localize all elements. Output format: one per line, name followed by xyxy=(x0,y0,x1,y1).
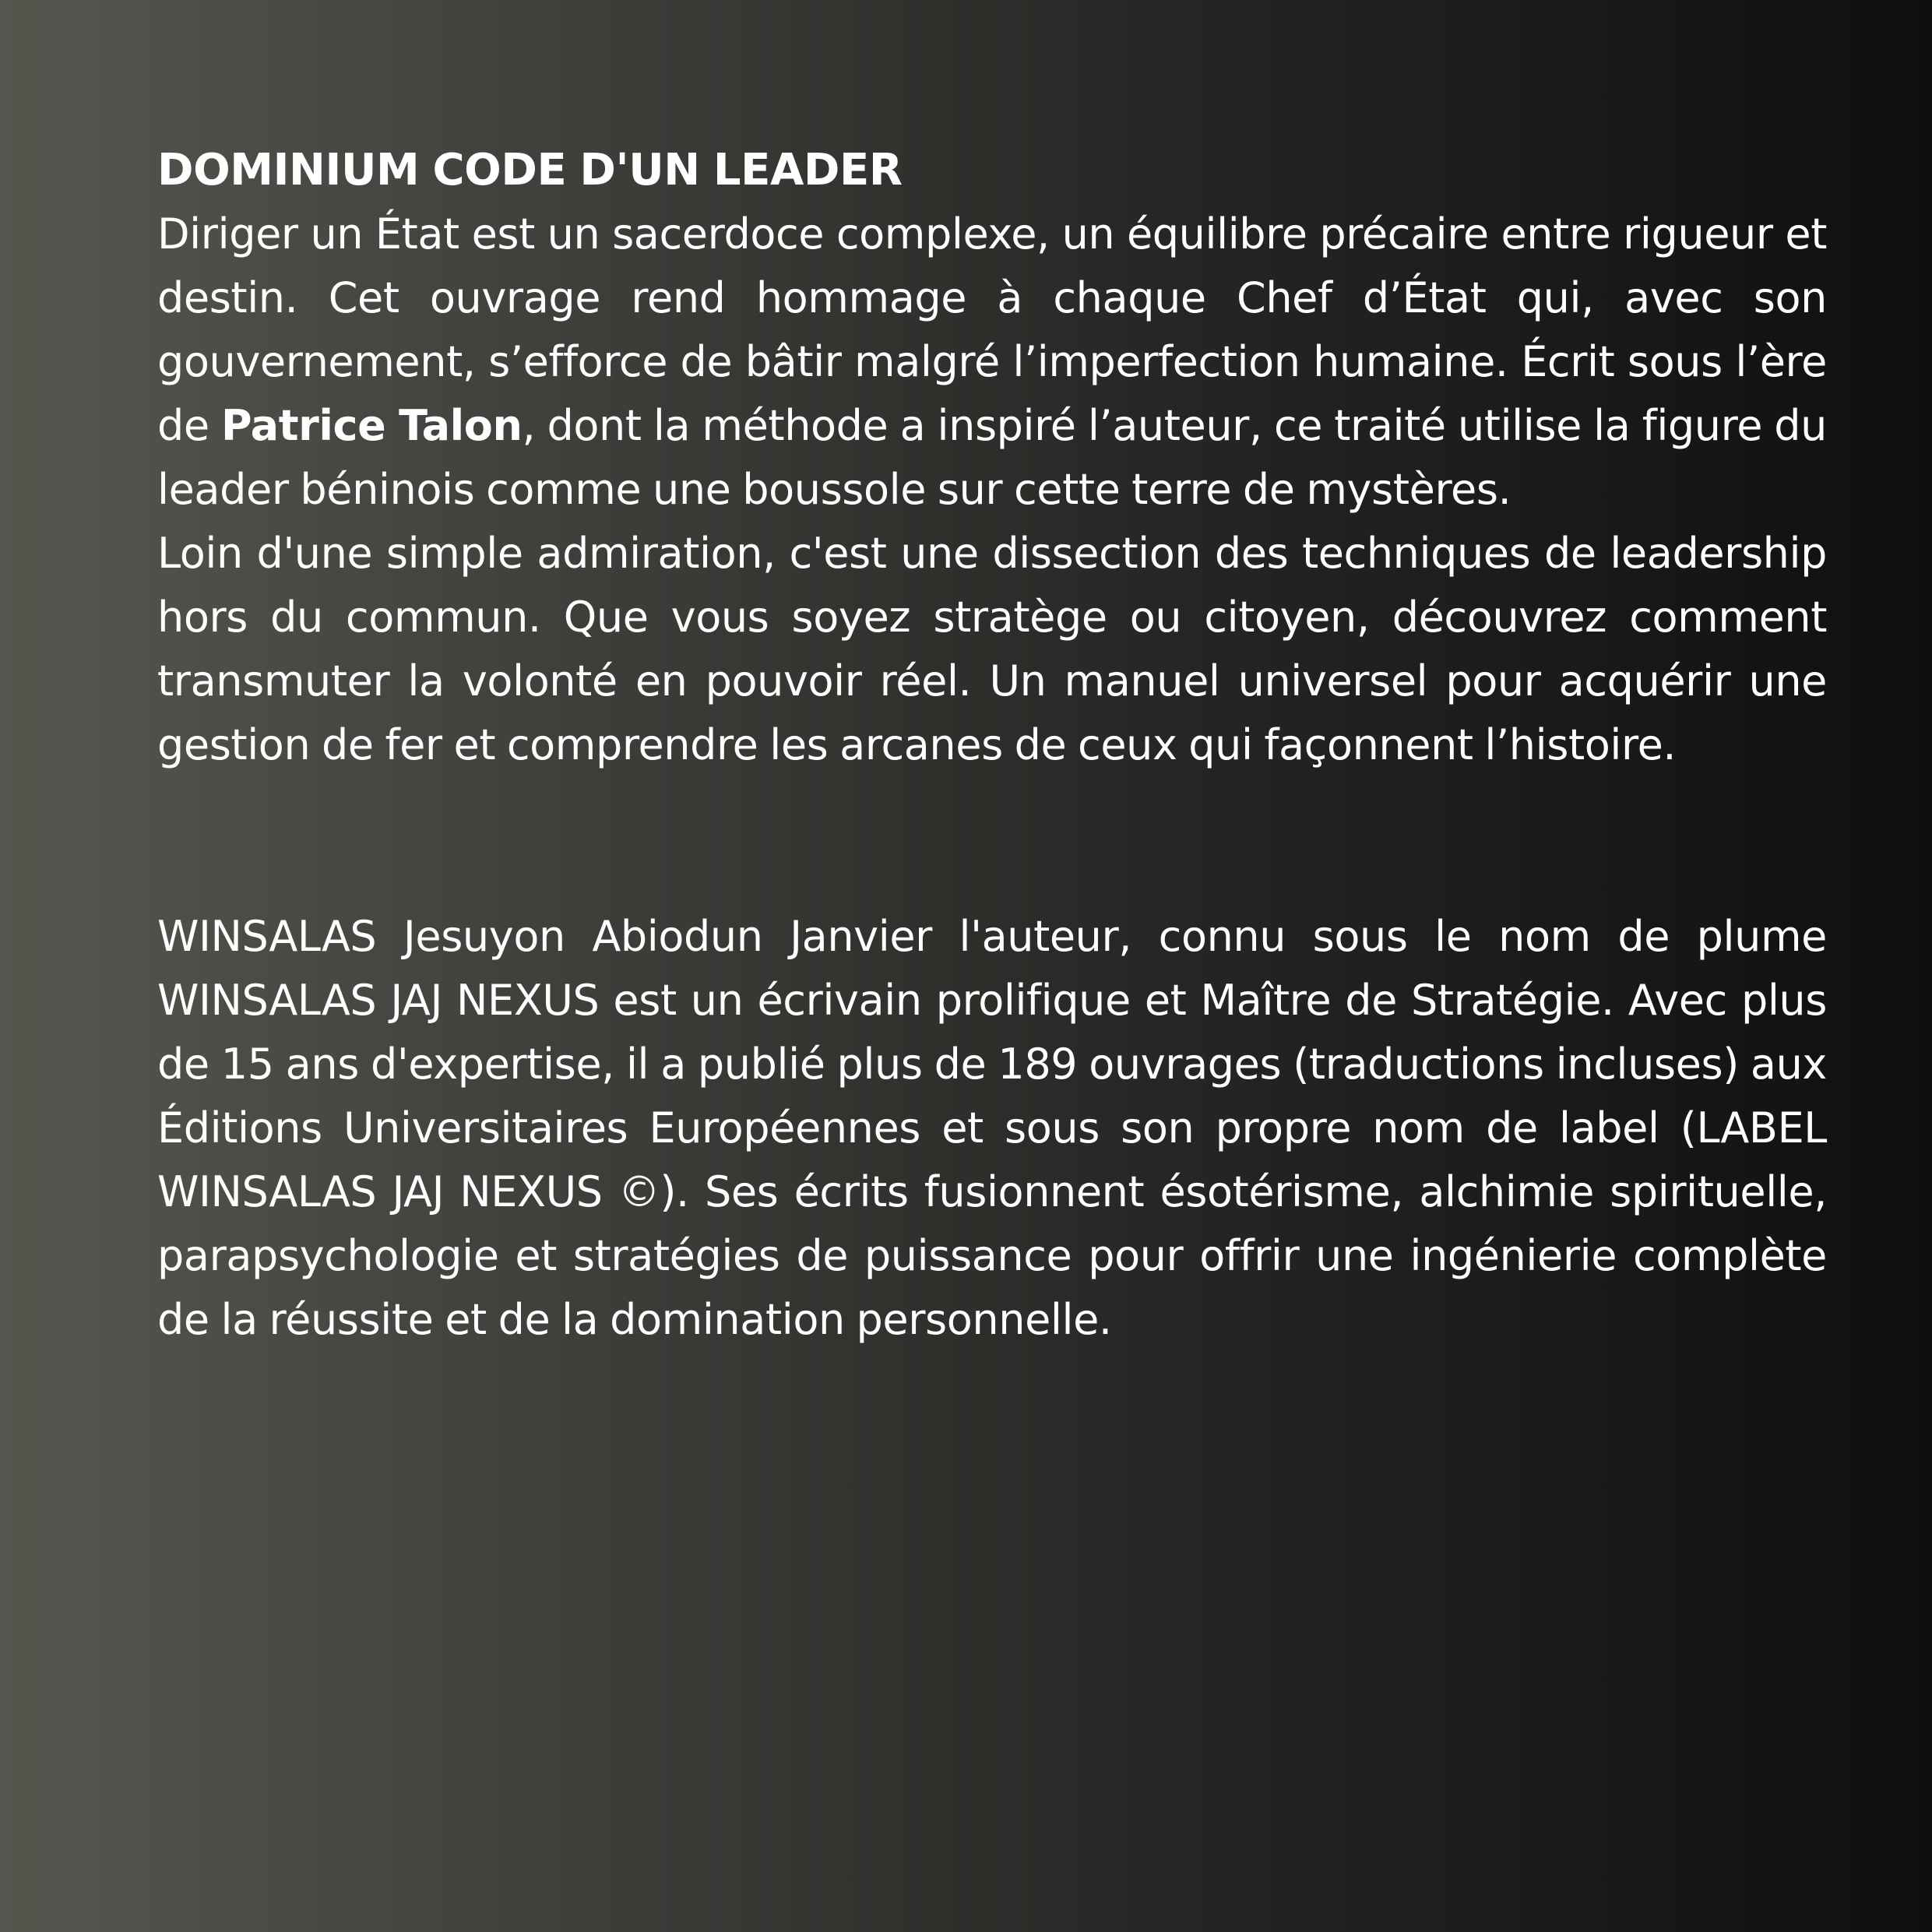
description-text-end: , dont la méthode a inspiré l’auteur, ce traité utilise la figure du leader béninois comme une boussole sur cette terre de mystères. xyxy=(157,401,1827,514)
highlighted-name: Patrice Talon xyxy=(220,401,523,450)
author-bio-paragraph: WINSALAS Jesuyon Abiodun Janvier l'auteur, connu sous le nom de plume WINSALAS JAJ NEXUS est un écrivain prolifique et Maître de Stratégie. Avec plus de 15 ans d'expertise, il a publié plus de 189 ouvrages (traductions incluses) aux Éditions Universitaires Européennes et sous son propre nom de label (LABEL WINSALAS JAJ NEXUS ©). Ses écrits fusionnent ésotérisme, alchimie spirituelle, parapsychologie et stratégies de puissance pour offrir une ingénierie complète de la réussite et de la domination personnelle. xyxy=(157,912,1827,1344)
book-title: DOMINIUM CODE D'UN LEADER xyxy=(157,145,903,195)
description-text-start: Diriger un État est un sacerdoce complexe, un équilibre précaire entre rigueur et destin. Cet ouvrage rend hommage à chaque Chef d’État qui, avec son gouvernement, s’efforce de bâtir malgré l’imperfection humaine. Écrit sous l’ère de xyxy=(157,209,1827,450)
section-spacer xyxy=(157,777,1827,905)
description-block xyxy=(157,139,1827,1352)
description-paragraph-1 xyxy=(157,202,1827,522)
description-paragraph-2: Loin d'une simple admiration, c'est une dissection des techniques de leadership hors du commun. Que vous soyez stratège ou citoyen, découvrez comment transmuter la volonté en pouvoir réel. Un manuel universel pour acquérir une gestion de fer et comprendre les arcanes de ceux qui façonnent l’histoire. xyxy=(157,529,1827,769)
